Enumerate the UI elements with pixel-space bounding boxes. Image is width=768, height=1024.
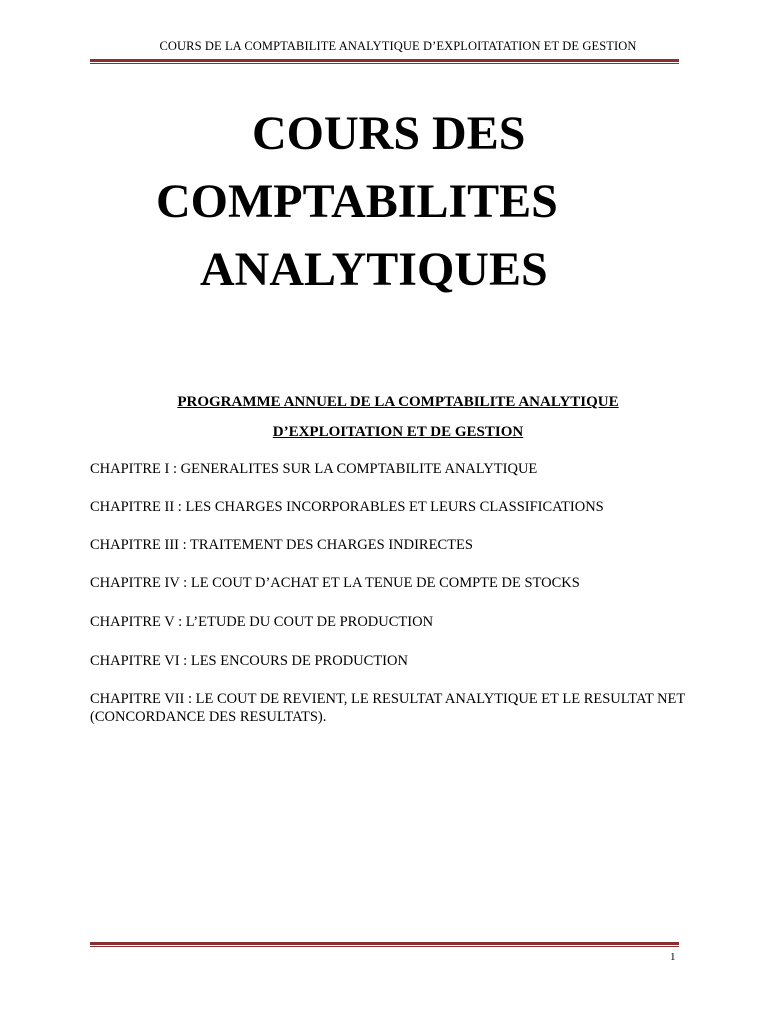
chapter-5: CHAPITRE V : L’ETUDE DU COUT DE PRODUCTION <box>90 614 434 630</box>
chapter-4: CHAPITRE IV : LE COUT D’ACHAT ET LA TENUE DE COMPTE DE STOCKS <box>90 575 580 591</box>
programme-heading-line-1: PROGRAMME ANNUEL DE LA COMPTABILITE ANALYTIQUE <box>177 394 619 410</box>
header-rule-thick <box>90 59 679 62</box>
running-header: COURS DE LA COMPTABILITE ANALYTIQUE D’EXPLOITATATION ET DE GESTION <box>159 39 637 53</box>
page-number: 1 <box>670 951 676 963</box>
header-rule <box>90 59 679 64</box>
title-line-1: COURS DES <box>252 107 526 160</box>
title-line-2: COMPTABILITES <box>156 175 558 228</box>
chapter-3: CHAPITRE III : TRAITEMENT DES CHARGES INDIRECTES <box>90 537 473 553</box>
chapter-7: CHAPITRE VII : LE COUT DE REVIENT, LE RESULTAT ANALYTIQUE ET LE RESULTAT NET (CONCORDANCE DES RESULTATS). <box>90 691 686 725</box>
footer-rule-thin <box>90 946 679 947</box>
title-line-3: ANALYTIQUES <box>200 243 548 296</box>
chapter-1: CHAPITRE I : GENERALITES SUR LA COMPTABILITE ANALYTIQUE <box>90 461 538 477</box>
footer-rule-thick <box>90 942 679 945</box>
footer-rule <box>90 942 679 947</box>
header-rule-thin <box>90 63 679 64</box>
programme-heading-line-2: D’EXPLOITATION ET DE GESTION <box>272 424 524 440</box>
chapter-6: CHAPITRE VI : LES ENCOURS DE PRODUCTION <box>90 653 408 669</box>
chapter-2: CHAPITRE II : LES CHARGES INCORPORABLES ET LEURS CLASSIFICATIONS <box>90 499 604 515</box>
